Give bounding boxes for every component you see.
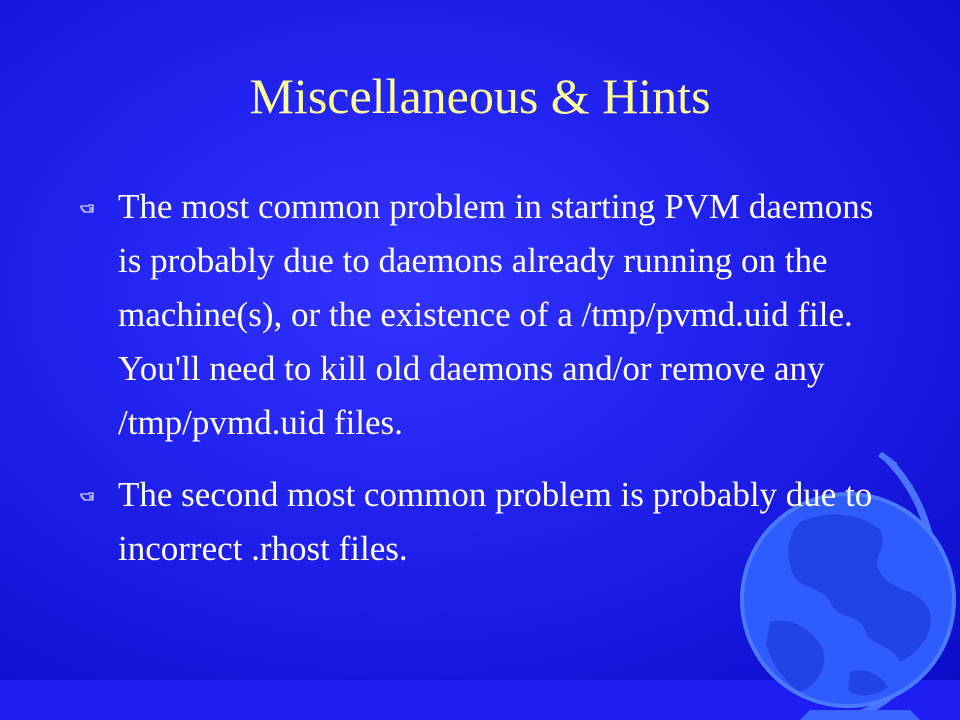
bullet-item — [80, 468, 880, 576]
bullet-item — [80, 180, 880, 450]
bullet-list — [80, 180, 880, 594]
slide-title: Miscellaneous & Hints — [249, 68, 711, 124]
bullet-text: The second most common problem is probably due to incorrect .rhost files. — [118, 475, 873, 568]
bullet-text: The most common problem in starting PVM daemons is probably due to daemons already running on the machine(s), or the existence of a /tmp/pvmd.uid file. You'll need to kill old daemons and/or remove any /tmp/pvmd.uid files. — [118, 187, 874, 442]
pointing-hand-icon — [80, 488, 96, 504]
pointing-hand-icon — [80, 200, 96, 216]
